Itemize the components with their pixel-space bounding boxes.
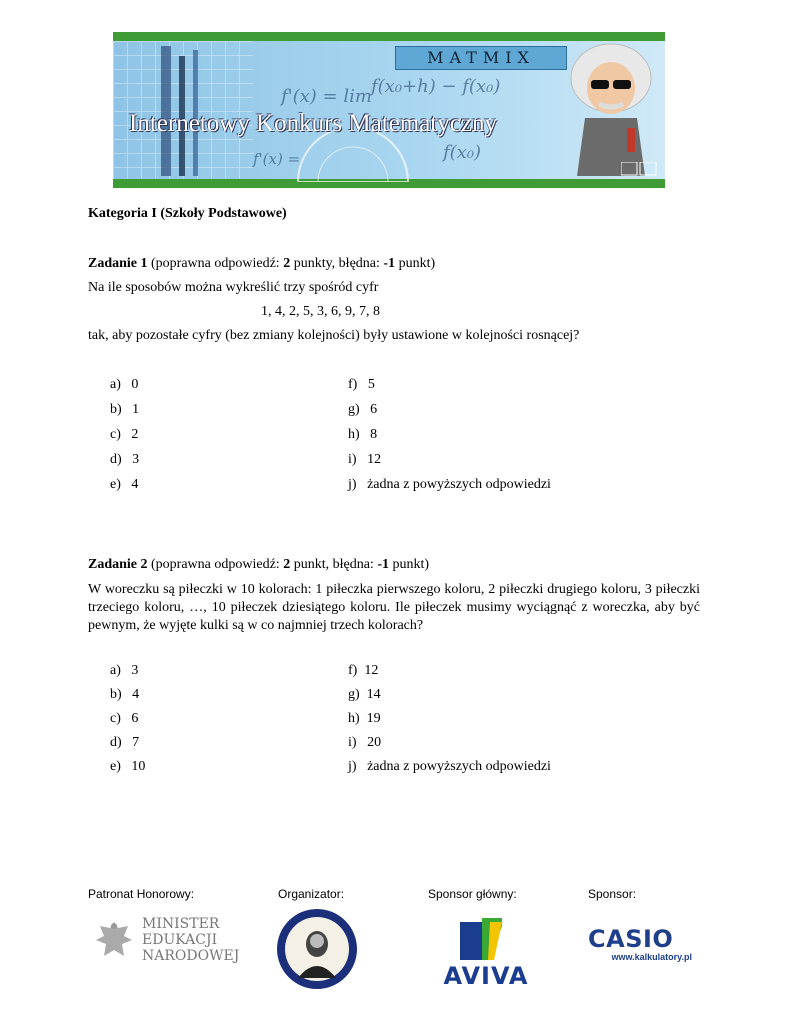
task1-points-bad: -1 [383,256,396,271]
aviva-wordmark: AVIVA [443,962,529,990]
task2-answer-g: g) 14 [348,687,381,702]
footer-label-sponsor-glowny: Sponsor główny: [428,887,517,901]
task1-answer-g: g) 6 [348,402,378,417]
task1-scoring-mid: punkty, błędna: [290,256,384,271]
banner-formula-1: f'(x) = lim [281,86,372,107]
casio-wordmark: CASIO [588,925,674,953]
task2-answer-b: b) 4 [110,687,140,702]
task1-question-line1: Na ile sposobów można wykreślić trzy spośród cyfr [88,280,379,295]
eagle-emblem-icon [94,918,134,964]
ministry-line-3: NARODOWEJ [142,948,240,964]
task1-points-good: 2 [283,256,291,271]
task1-title: Zadanie 1 [88,256,148,271]
category-heading: Kategoria I (Szkoły Podstawowe) [88,206,287,221]
task2-scoring-post: punkt) [388,557,430,572]
footer-label-organizator: Organizator: [278,887,345,901]
task2-answer-d: d) 7 [110,735,140,750]
task2-scoring-mid: punkt, błędna: [290,557,378,572]
task1-header [88,256,435,272]
casio-url: www.kalkulatory.pl [611,952,692,962]
task1-answer-i: i) 12 [348,452,382,467]
task2-answer-j: j) żadna z powyższych odpowiedzi [348,759,551,774]
task2-points-good: 2 [283,557,291,572]
banner-formula-2: f(x₀+h) − f(x₀) [371,76,501,97]
task2-header [88,557,429,573]
task1-answer-c: c) 2 [110,427,139,442]
protractor-icon [293,132,413,182]
matmix-logo: MATMIX [395,46,567,70]
task2-answer-a: a) 3 [110,663,139,678]
header-banner [113,32,665,188]
task2-answer-f: f) 12 [348,663,379,678]
task1-answer-d: d) 3 [110,452,140,467]
task1-scoring-post: punkt) [395,256,436,271]
banner-title: Internetowy Konkurs Matematyczny [129,110,497,137]
footer-label-sponsor: Sponsor: [588,887,637,901]
task1-answer-b: b) 1 [110,402,140,417]
task1-question-line2: tak, aby pozostałe cyfry (bez zmiany kolejności) były ustawione w kolejności rosnącej? [88,328,580,343]
ministry-line-2: EDUKACJI [142,932,218,948]
task2-title: Zadanie 2 [88,557,148,572]
ministry-line-1: MINISTER [142,916,220,932]
task2-answer-c: c) 6 [110,711,139,726]
task1-digits: 1, 4, 2, 5, 3, 6, 9, 7, 8 [261,304,380,319]
task2-answer-e: e) 10 [110,759,146,774]
footer-label-patronat: Patronat Honorowy: [88,887,195,901]
task2-question: W woreczku są piłeczki w 10 kolorach: 1 piłeczka pierwszego koloru, 2 piłeczki drugiego koloru, 3 piłeczki trzeciego koloru, …, 10 piłeczek dziesiątego koloru. Ile piłeczek musimy wyciągnąć z woreczka, aby być pewnym, że wyjęte kulki są w co najmniej trzech kolorach? [88,582,700,633]
school-seal-logo [276,908,358,990]
task2-answer-i: i) 20 [348,735,382,750]
aviva-emblem-icon [460,918,504,960]
banner-formula-3: f'(x) = [253,150,301,168]
task1-scoring-pre: (poprawna odpowiedź: [147,256,284,271]
ministry-logo [94,916,254,966]
task1-answer-e: e) 4 [110,477,139,492]
casio-logo [588,926,698,966]
aviva-logo [436,918,536,990]
einstein-mascot-icon [565,38,657,180]
task1-answer-h: h) 8 [348,427,378,442]
task2-answer-h: h) 19 [348,711,381,726]
task2-scoring-pre: (poprawna odpowiedź: [147,557,284,572]
banner-formula-4: f(x₀) [443,142,482,163]
banner-nav-icons [621,162,657,176]
task2-points-bad: -1 [377,557,389,572]
task1-answer-j: j) żadna z powyższych odpowiedzi [348,477,551,492]
task1-answer-f: f) 5 [348,377,375,392]
task1-answer-a: a) 0 [110,377,139,392]
